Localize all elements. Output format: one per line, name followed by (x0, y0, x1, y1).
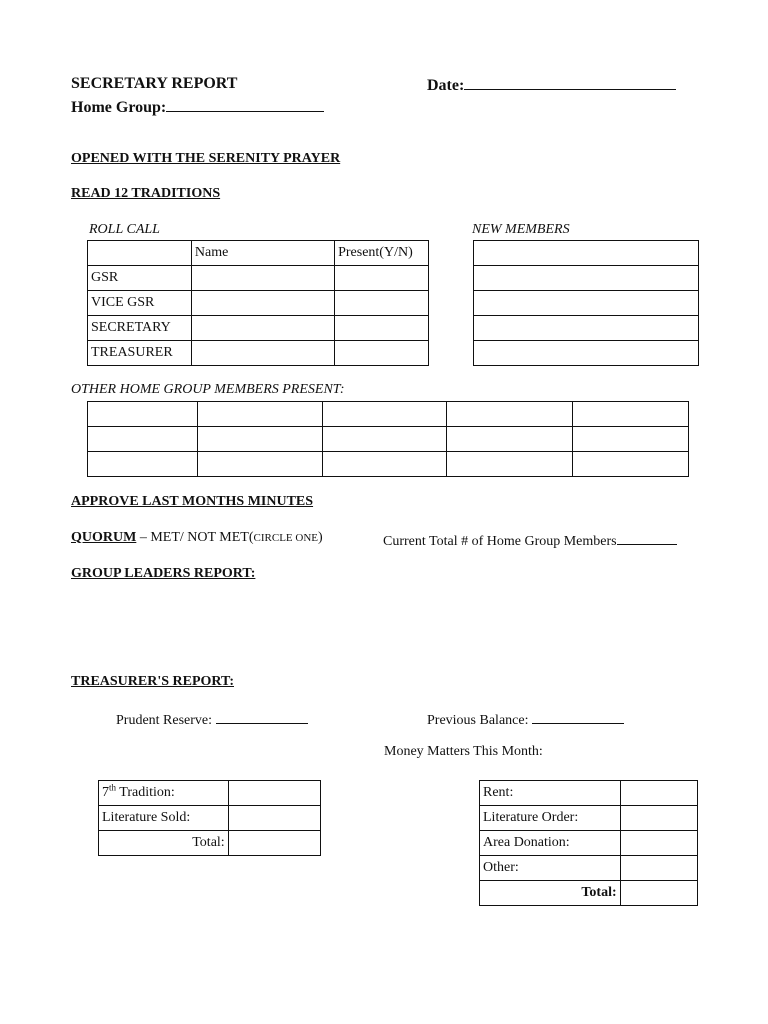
table-row (88, 266, 429, 291)
table-row (474, 266, 699, 291)
table-row (480, 781, 698, 806)
date-blank[interactable] (464, 75, 676, 90)
income-total-label: Total: (99, 831, 229, 856)
income-table (98, 780, 321, 856)
group-leaders-heading: GROUP LEADERS REPORT: (71, 566, 256, 581)
total-members-label: Current Total # of Home Group Members (383, 534, 617, 549)
present-cell[interactable] (335, 291, 429, 316)
previous-balance-field[interactable] (427, 709, 624, 729)
table-row (88, 427, 689, 452)
expenses-table (479, 780, 698, 906)
role-vice-gsr: VICE GSR (88, 291, 192, 316)
income-total-amount[interactable] (228, 831, 320, 856)
role-gsr: GSR (88, 266, 192, 291)
name-cell[interactable] (191, 316, 334, 341)
other-members-table (87, 401, 689, 477)
new-member-cell[interactable] (474, 241, 699, 266)
member-cell[interactable] (88, 452, 198, 477)
table-row (474, 316, 699, 341)
table-row (88, 316, 429, 341)
roll-call-corner-cell (88, 241, 192, 266)
roll-call-header-row (88, 241, 429, 266)
member-cell[interactable] (88, 427, 198, 452)
literature-sold-label: Literature Sold: (99, 806, 229, 831)
date-label: Date: (427, 77, 465, 94)
role-treasurer: TREASURER (88, 341, 192, 366)
literature-sold-amount[interactable] (228, 806, 320, 831)
roll-call-table (87, 240, 429, 366)
name-cell[interactable] (191, 266, 334, 291)
table-row (474, 241, 699, 266)
prudent-reserve-blank[interactable] (216, 709, 308, 724)
rent-label: Rent: (480, 781, 621, 806)
member-cell[interactable] (573, 402, 689, 427)
table-row (480, 881, 698, 906)
traditions-heading: READ 12 TRADITIONS (71, 186, 221, 201)
table-row (99, 831, 321, 856)
member-cell[interactable] (88, 402, 198, 427)
table-row (480, 831, 698, 856)
home-group-blank[interactable] (166, 97, 324, 112)
approve-minutes-heading: APPROVE LAST MONTHS MINUTES (71, 494, 314, 509)
quorum-options: – MET/ NOT MET( (136, 530, 254, 545)
previous-balance-label: Previous Balance: (427, 713, 529, 728)
table-row (480, 856, 698, 881)
prudent-reserve-label: Prudent Reserve: (116, 713, 213, 728)
new-member-cell[interactable] (474, 316, 699, 341)
expenses-total-label: Total: (480, 881, 621, 906)
home-group-label: Home Group: (71, 99, 167, 116)
table-row (474, 341, 699, 366)
table-row (474, 291, 699, 316)
name-cell[interactable] (191, 341, 334, 366)
serenity-prayer-heading: OPENED WITH THE SERENITY PRAYER (71, 151, 341, 166)
member-cell[interactable] (322, 427, 447, 452)
new-members-label: NEW MEMBERS (472, 222, 570, 237)
col-header-name: Name (191, 241, 334, 266)
name-cell[interactable] (191, 291, 334, 316)
tradition-number: 7 (102, 785, 109, 800)
new-members-table (473, 240, 699, 366)
area-donation-amount[interactable] (620, 831, 697, 856)
member-cell[interactable] (322, 402, 447, 427)
table-row (88, 341, 429, 366)
table-row (88, 291, 429, 316)
other-members-label: OTHER HOME GROUP MEMBERS PRESENT: (71, 382, 345, 397)
member-cell[interactable] (447, 402, 573, 427)
role-secretary: SECRETARY (88, 316, 192, 341)
prudent-reserve-field[interactable] (116, 709, 308, 729)
table-row (88, 402, 689, 427)
table-row (99, 781, 321, 806)
tradition-text: Tradition: (116, 785, 175, 800)
other-amount[interactable] (620, 856, 697, 881)
table-row (88, 452, 689, 477)
date-field[interactable] (427, 75, 676, 95)
member-cell[interactable] (197, 452, 322, 477)
member-cell[interactable] (447, 427, 573, 452)
member-cell[interactable] (573, 452, 689, 477)
quorum-line (71, 530, 323, 546)
roll-call-label: ROLL CALL (89, 222, 160, 237)
tradition-amount[interactable] (228, 781, 320, 806)
table-row (99, 806, 321, 831)
quorum-label: QUORUM (71, 530, 137, 545)
new-member-cell[interactable] (474, 291, 699, 316)
tradition-superscript: th (109, 782, 117, 793)
member-cell[interactable] (197, 402, 322, 427)
expenses-total-amount[interactable] (620, 881, 697, 906)
member-cell[interactable] (197, 427, 322, 452)
rent-amount[interactable] (620, 781, 697, 806)
present-cell[interactable] (335, 266, 429, 291)
present-cell[interactable] (335, 316, 429, 341)
treasurer-heading: TREASURER'S REPORT: (71, 674, 234, 689)
total-members-blank[interactable] (617, 530, 677, 545)
other-label: Other: (480, 856, 621, 881)
present-cell[interactable] (335, 341, 429, 366)
col-header-present: Present(Y/N) (335, 241, 429, 266)
member-cell[interactable] (447, 452, 573, 477)
area-donation-label: Area Donation: (480, 831, 621, 856)
literature-order-amount[interactable] (620, 806, 697, 831)
total-members-field[interactable] (383, 530, 677, 550)
quorum-close-paren: ) (318, 530, 323, 545)
previous-balance-blank[interactable] (532, 709, 624, 724)
report-title: SECRETARY REPORT (71, 75, 238, 92)
literature-order-label: Literature Order: (480, 806, 621, 831)
home-group-field[interactable] (71, 97, 324, 117)
table-row (480, 806, 698, 831)
tradition-label (99, 781, 229, 806)
new-member-cell[interactable] (474, 266, 699, 291)
money-matters-label: Money Matters This Month: (384, 744, 543, 759)
new-member-cell[interactable] (474, 341, 699, 366)
circle-one-note: CIRCLE ONE (253, 532, 318, 544)
member-cell[interactable] (322, 452, 447, 477)
member-cell[interactable] (573, 427, 689, 452)
